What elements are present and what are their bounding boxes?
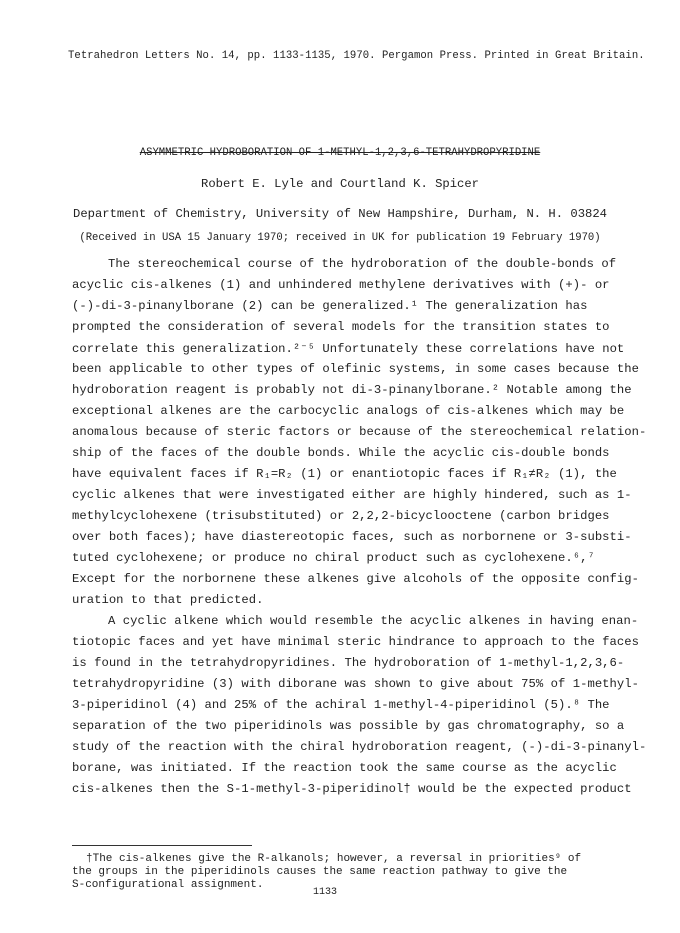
body-line: 3-piperidinol (4) and 25% of the achiral 1-methyl-4-piperidinol (5).⁸ The (72, 698, 610, 712)
body-line: ship of the faces of the double bonds. While the acyclic cis-double bonds (72, 446, 610, 460)
body-line: exceptional alkenes are the carbocyclic analogs of cis-alkenes which may be (72, 404, 625, 418)
body-line: tetrahydropyridine (3) with diborane was shown to give about 75% of 1-methyl- (72, 677, 640, 691)
body-line: is found in the tetrahydropyridines. The hydroboration of 1-methyl-1,2,3,6- (72, 656, 625, 670)
body-line: (-)-di-3-pinanylborane (2) can be generalized.¹ The generalization has (72, 299, 588, 313)
body-line: tuted cyclohexene; or produce no chiral product such as cyclohexene.⁶,⁷ (72, 551, 595, 565)
body-line: cis-alkenes then the S-1-methyl-3-piperidinol† would be the expected product (72, 782, 632, 796)
body-line: correlate this generalization.²⁻⁵ Unfortunately these correlations have not (72, 342, 625, 356)
body-line: methylcyclohexene (trisubstituted) or 2,2,2-bicyclooctene (carbon bridges (72, 509, 610, 523)
body-line: hydroboration reagent is probably not di-3-pinanylborane.² Notable among the (72, 383, 632, 397)
body-line: separation of the two piperidinols was possible by gas chromatography, so a (72, 719, 625, 733)
page-number: 1133 (313, 887, 338, 898)
body-line: cyclic alkenes that were investigated either are highly hindered, such as 1- (72, 488, 632, 502)
body-line: have equivalent faces if R₁=R₂ (1) or enantiotopic faces if R₁≠R₂ (1), the (72, 467, 617, 481)
body-line: A cyclic alkene which would resemble the acyclic alkenes in having enan- (108, 614, 639, 628)
footnote-line: S-configurational assignment. (72, 879, 264, 891)
body-line: The stereochemical course of the hydroboration of the double-bonds of (108, 257, 617, 271)
body-line: over both faces); have diastereotopic faces, such as norbornene or 3-substi- (72, 530, 632, 544)
body-line: been applicable to other types of olefinic systems, in some cases because the (72, 362, 640, 376)
article-affiliation: Department of Chemistry, University of New Hampshire, Durham, N. H. 03824 (73, 207, 607, 221)
footnote-line: the groups in the piperidinols causes the same reaction pathway to give the (72, 866, 568, 878)
body-line: Except for the norbornene these alkenes give alcohols of the opposite config- (72, 572, 640, 586)
journal-header: Tetrahedron Letters No. 14, pp. 1133-1135, 1970. Pergamon Press. Printed in Great Britain. (68, 50, 645, 62)
body-line: prompted the consideration of several models for the transition states to (72, 320, 610, 334)
footnote-separator (72, 845, 252, 846)
body-line: anomalous because of steric factors or because of the stereochemical relation- (72, 425, 647, 439)
body-line: tiotopic faces and yet have minimal steric hindrance to approach to the faces (72, 635, 640, 649)
received-dates: (Received in USA 15 January 1970; received in UK for publication 19 February 1970) (79, 232, 601, 244)
article-title: ASYMMETRIC HYDROBORATION OF 1-METHYL-1,2,3,6-TETRAHYDROPYRIDINE (139, 147, 541, 159)
body-line: borane, was initiated. If the reaction took the same course as the acyclic (72, 761, 617, 775)
footnote-line: †The cis-alkenes give the R-alkanols; however, a reversal in priorities⁹ of (86, 853, 582, 865)
body-line: study of the reaction with the chiral hydroboration reagent, (-)-di-3-pinanyl- (72, 740, 647, 754)
article-authors: Robert E. Lyle and Courtland K. Spicer (201, 177, 479, 191)
body-line: acyclic cis-alkenes (1) and unhindered methylene derivatives with (+)- or (72, 278, 610, 292)
body-line: uration to that predicted. (72, 593, 264, 607)
